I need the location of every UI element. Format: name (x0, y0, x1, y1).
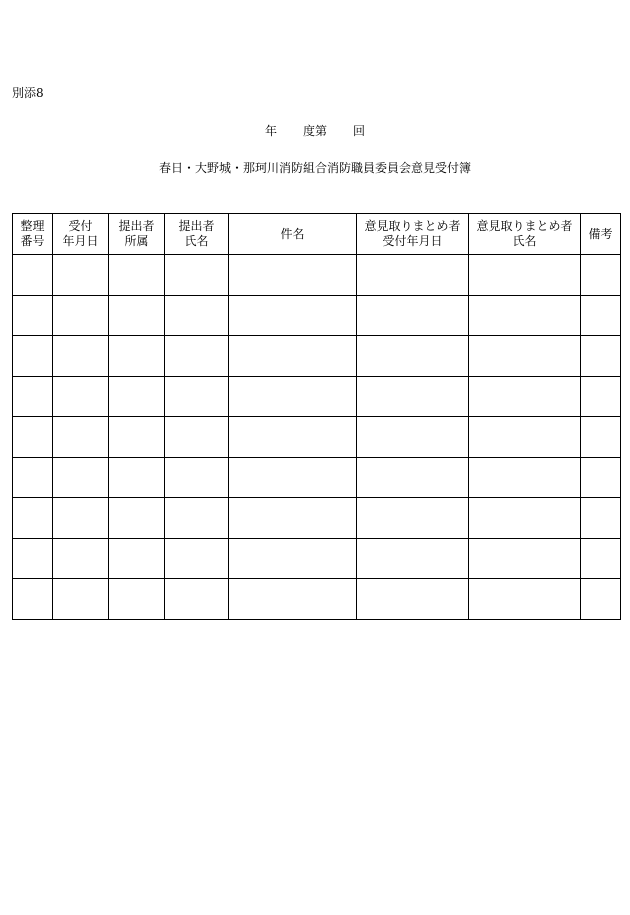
table-cell[interactable] (229, 336, 357, 377)
table-cell[interactable] (357, 498, 469, 539)
table-cell[interactable] (357, 417, 469, 458)
table-cell[interactable] (581, 376, 621, 417)
header-text-line: 意見取りまとめ者 (476, 219, 573, 233)
fiscal-label: 度第 (302, 124, 327, 138)
table-cell[interactable] (581, 255, 621, 296)
year-label: 年 (264, 124, 277, 138)
table-cell[interactable] (109, 336, 165, 377)
table-cell[interactable] (581, 295, 621, 336)
table-cell[interactable] (229, 538, 357, 579)
table-cell[interactable] (469, 417, 581, 458)
table-cell[interactable] (229, 457, 357, 498)
header-submitter-name (165, 214, 229, 255)
table-cell[interactable] (581, 457, 621, 498)
table-cell[interactable] (469, 295, 581, 336)
table-cell[interactable] (13, 498, 53, 539)
table-cell[interactable] (53, 376, 109, 417)
table-cell[interactable] (581, 498, 621, 539)
table-cell[interactable] (53, 457, 109, 498)
table-cell[interactable] (469, 457, 581, 498)
table-cell[interactable] (229, 255, 357, 296)
table-row (13, 295, 621, 336)
table-cell[interactable] (165, 376, 229, 417)
opinion-receipt-table (12, 213, 621, 620)
table-cell[interactable] (165, 417, 229, 458)
table-cell[interactable] (469, 579, 581, 620)
table-cell[interactable] (357, 336, 469, 377)
table-cell[interactable] (469, 498, 581, 539)
table-cell[interactable] (13, 336, 53, 377)
header-serial-number (13, 214, 53, 255)
table-cell[interactable] (581, 579, 621, 620)
round-label: 回 (353, 124, 366, 138)
table-cell[interactable] (357, 538, 469, 579)
header-text-line: 受付 (68, 219, 93, 233)
table-cell[interactable] (109, 295, 165, 336)
table-cell[interactable] (229, 417, 357, 458)
header-text-line: 番号 (20, 234, 45, 248)
table-cell[interactable] (53, 579, 109, 620)
table-cell[interactable] (581, 336, 621, 377)
header-remarks (581, 214, 621, 255)
table-cell[interactable] (109, 457, 165, 498)
table-cell[interactable] (357, 295, 469, 336)
header-subject (229, 214, 357, 255)
table-row (13, 579, 621, 620)
header-compiler-receipt-date (357, 214, 469, 255)
table-header-row (13, 214, 621, 255)
table-row (13, 255, 621, 296)
table-cell[interactable] (581, 538, 621, 579)
table-cell[interactable] (357, 579, 469, 620)
table-cell[interactable] (53, 336, 109, 377)
table-cell[interactable] (357, 255, 469, 296)
table-row (13, 498, 621, 539)
table-cell[interactable] (357, 457, 469, 498)
table-cell[interactable] (109, 376, 165, 417)
header-text-line: 年月日 (62, 234, 99, 248)
table-cell[interactable] (13, 255, 53, 296)
header-receipt-date (53, 214, 109, 255)
table-cell[interactable] (13, 538, 53, 579)
table-cell[interactable] (109, 579, 165, 620)
table-row (13, 457, 621, 498)
header-text-line: 所属 (124, 234, 149, 248)
table-cell[interactable] (357, 376, 469, 417)
table-cell[interactable] (469, 538, 581, 579)
table-cell[interactable] (469, 336, 581, 377)
table-cell[interactable] (165, 295, 229, 336)
header-text-line: 受付年月日 (382, 234, 443, 248)
header-text-line: 備考 (588, 226, 613, 241)
fiscal-year-round-line (0, 122, 630, 139)
header-text-line: 件名 (280, 226, 305, 241)
table-cell[interactable] (165, 579, 229, 620)
table-cell[interactable] (53, 295, 109, 336)
table-cell[interactable] (13, 295, 53, 336)
table-row (13, 376, 621, 417)
table-cell[interactable] (229, 295, 357, 336)
header-compiler-name (469, 214, 581, 255)
header-text-line: 整理 (20, 219, 45, 233)
table-cell[interactable] (469, 255, 581, 296)
table-cell[interactable] (109, 538, 165, 579)
table-cell[interactable] (469, 376, 581, 417)
table-row (13, 538, 621, 579)
header-text-line: 提出者 (118, 219, 155, 233)
header-text-line: 氏名 (184, 234, 209, 248)
table-cell[interactable] (109, 498, 165, 539)
table-cell[interactable] (165, 255, 229, 296)
table-cell[interactable] (229, 579, 357, 620)
table-cell[interactable] (165, 498, 229, 539)
table-cell[interactable] (165, 457, 229, 498)
table-cell[interactable] (165, 336, 229, 377)
table-cell[interactable] (53, 255, 109, 296)
table-cell[interactable] (13, 417, 53, 458)
table-cell[interactable] (53, 498, 109, 539)
table-cell[interactable] (13, 457, 53, 498)
table-cell[interactable] (53, 538, 109, 579)
header-text-line: 氏名 (512, 234, 537, 248)
header-text-line: 意見取りまとめ者 (364, 219, 461, 233)
table-cell[interactable] (13, 376, 53, 417)
table-cell[interactable] (53, 417, 109, 458)
table-cell[interactable] (13, 579, 53, 620)
table-row (13, 336, 621, 377)
table-row (13, 417, 621, 458)
table-cell[interactable] (581, 417, 621, 458)
table-cell[interactable] (229, 376, 357, 417)
table-cell[interactable] (109, 255, 165, 296)
header-text-line: 提出者 (178, 219, 215, 233)
attachment-label: 別添8 (12, 86, 44, 100)
document-title: 春日・大野城・那珂川消防組合消防職員委員会意見受付簿 (158, 161, 471, 175)
table-cell[interactable] (229, 498, 357, 539)
header-submitter-dept (109, 214, 165, 255)
table-cell[interactable] (165, 538, 229, 579)
table-cell[interactable] (109, 417, 165, 458)
